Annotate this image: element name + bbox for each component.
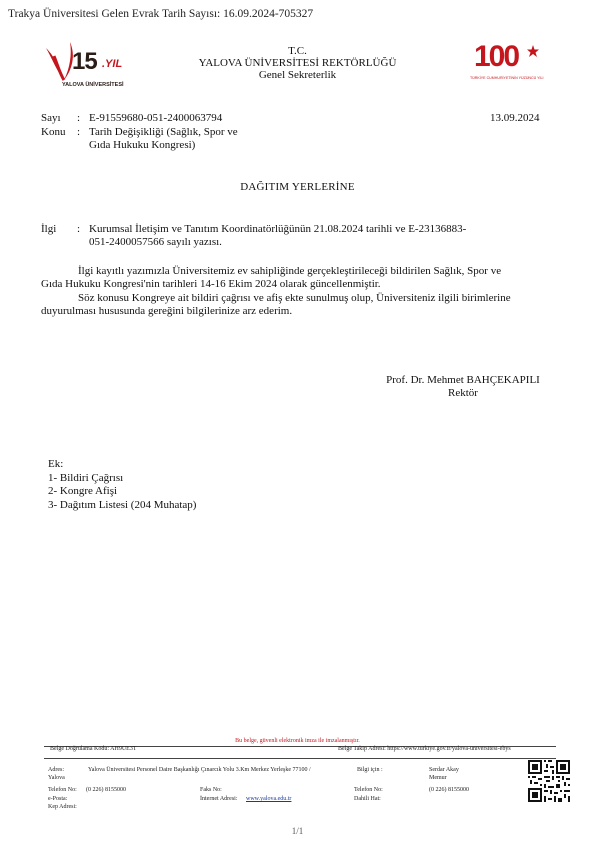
- paragraph-1-line1: İlgi kayıtlı yazımızla Üniversitemiz ev sahipliğinde gerçekleştirileceği bildirilen Sağlık, Spor ve: [78, 265, 502, 277]
- header-department: Genel Sekreterlik: [258, 69, 337, 81]
- ilgi-line1: Kurumsal İletişim ve Tanıtım Koordinatörlüğünün 21.08.2024 tarihli ve E-23136883-: [89, 223, 467, 235]
- ilgi-colon: :: [77, 223, 81, 235]
- attachment-item: 1- Bildiri Çağrısı: [48, 471, 124, 484]
- crescent-star-icon: [526, 44, 540, 58]
- header-institution: YALOVA ÜNİVERSİTESİ REKTÖRLÜĞÜ: [198, 57, 397, 69]
- phone-label: Telefon No:: [48, 787, 77, 793]
- dahili-label: Dahili Hat:: [354, 796, 381, 802]
- signatory-title: Rektör: [448, 387, 478, 399]
- sayi-value: E-91559680-051-2400063794: [89, 112, 223, 124]
- university-15th-year-logo: [42, 40, 152, 92]
- header-tc: T.C.: [288, 45, 307, 57]
- konu-colon: :: [77, 126, 81, 138]
- fax-label: Faks No:: [200, 787, 222, 793]
- address-line1: Yalova Üniversitesi Personel Daire Başkanlığı Çınarcık Yolu 3.Km Merkez Yerleşke 77100 /: [88, 767, 311, 773]
- info-title: Memur: [429, 775, 447, 781]
- sayi-label: Sayı: [41, 112, 61, 124]
- ilgi-line2: 051-2400057566 sayılı yazısı.: [89, 236, 222, 248]
- sayi-colon: :: [77, 112, 81, 124]
- attachment-item: 3- Dağıtım Listesi (204 Muhatap): [48, 498, 197, 511]
- web-label: İnternet Adresi:: [200, 796, 238, 802]
- qr-code-icon: [528, 760, 570, 802]
- kep-label: Kep Adresi:: [48, 804, 77, 810]
- attachments-list: [48, 458, 196, 512]
- recipient-heading: DAĞITIM YERLERİNE: [240, 181, 355, 193]
- signatory-name: Prof. Dr. Mehmet BAHÇEKAPILI: [386, 374, 540, 386]
- logo-year-number: 15: [72, 48, 97, 75]
- tracking-address: Belge Takip Adresi: https://www.turkiye.gov.tr/yalova-universitesi-ebys: [338, 746, 511, 752]
- paragraph-2-line1: Söz konusu Kongreye ait bildiri çağrısı ve afiş ekte sunulmuş olup, Üniversiteniz ilgili birimlerine: [78, 292, 511, 304]
- verification-code: Belge Doğrulama Kodu: AH9UE3T: [50, 746, 137, 752]
- info-name: Serdar Akay: [429, 767, 459, 773]
- konu-label: Konu: [41, 126, 66, 138]
- paragraph-1-line2: Gıda Hukuku Kongresi'nin tarihleri 14-16 Ekim 2024 olarak güncellenmiştir.: [41, 278, 381, 290]
- attachment-item: 2- Kongre Afişi: [48, 485, 118, 497]
- phone-value: (0 226) 8155000: [86, 787, 126, 793]
- republic-100th-year-logo: [468, 40, 550, 88]
- page-number: 1/1: [291, 826, 304, 836]
- esign-note: Bu belge, güvenli elektronik imza ile imzalanmıştır.: [235, 738, 360, 744]
- signature-block: [368, 374, 558, 400]
- phone2-value: (0 226) 8155000: [429, 787, 469, 793]
- phone2-label: Telefon No:: [354, 787, 383, 793]
- web-address-link[interactable]: www.yalova.edu.tr: [246, 796, 292, 802]
- address-line2: Yalova: [48, 775, 65, 781]
- incoming-document-stamp: Trakya Üniversitesi Gelen Evrak Tarih Sayısı: 16.09.2024-705327: [8, 8, 314, 20]
- document-date: 13.09.2024: [490, 112, 540, 124]
- konu-value-line1: Tarih Değişikliği (Sağlık, Spor ve: [89, 126, 238, 138]
- logo-year-suffix: .YIL: [102, 58, 123, 70]
- attachments-label: Ek:: [48, 458, 64, 470]
- logo-caption: YALOVA ÜNİVERSİTESİ: [62, 82, 124, 88]
- centennial-number: 100: [474, 40, 519, 73]
- centennial-caption: TÜRKİYE CUMHURİYETİNİN YÜZÜNCÜ YILI: [470, 76, 544, 80]
- ilgi-label: İlgi: [41, 223, 57, 235]
- address-label: Adres:: [48, 767, 64, 773]
- konu-value-line2: Gıda Hukuku Kongresi): [89, 139, 196, 151]
- footer-mid-rule: [44, 758, 556, 759]
- letterhead: [150, 45, 445, 81]
- paragraph-2-line2: duyurulması hususunda gereğini bilgilerinize arz ederim.: [41, 305, 293, 317]
- email-label: e-Posta:: [48, 796, 68, 802]
- info-label: Bilgi için :: [357, 767, 383, 773]
